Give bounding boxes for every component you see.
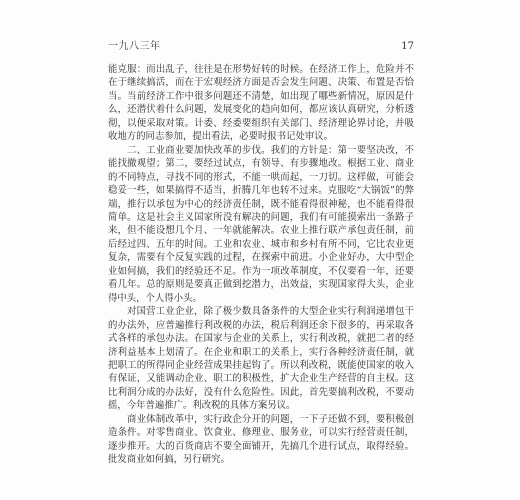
paragraph-2: 二、工业商业要加快改革的步伐。我们的方针是：第一要坚决改，不能找撤观望；第二，要经过试点，有领导、有步骤地改。根据工业、商业的不同特点，寻找不同的形式，不能一哄而起，一刀切。这样做，可能会稳妥一些，如果搞得不适当，折腾几年也转不过来。克服吃“大锅饭”的弊端，推行以承包为中心的经济责任制，既不能看得很神秘，也不能看得很简单。这是社会主义国家所没有解决的问题，我们有可能摸索出一条路子来，但不能设想几个月、一年就能解决。农业上推行联产承包责任制，前后经过四、五年的时间。工业和农业、城市和乡村有所不同，它比农业更复杂，需要有个反复实践的过程，在探索中前进。小企业好办，大中型企业如何搞，我们的经验还不足。作为一项改革制度，不仅要看一年，还要看几年。总的原则是要真正做到挖潜力，出效益，实现国家得大头，企业得中头，个人得小头。 [108,144,414,304]
running-head [108,40,414,54]
paragraph-3: 对国营工业企业，除了极少数具备条件的大型企业实行利润递增包干的办法外，应普遍推行利改税的办法，税后利润还余下很多的，再采取各式各样的承包办法。在国家与企业的关系上，实行利改税，就把二者的经济利益基本上划清了。在企业和职工的关系上，实行各种经济责任制，就把职工的所得同企业经营成果挂起钩了。所以利改税，既能使国家的收入有保证，又能调动企业、职工的积极性，扩大企业生产经营的自主权。这比利润分成的办法好，没有什么危险性。因此，首先要搞利改税，不要动摇，今年普遍推广。利改税的具体方案另议。 [108,306,414,412]
body-text [108,63,414,467]
page-number: 17 [401,41,414,52]
paragraph-1: 能克服：而出乱子，往往是在形势好转的时候。在经济工作上，危险并不在于继续搞活，而在于宏观经济方面是否会发生问题、决策、布置是否恰当。当前经济工作中很多问题还不清楚，如出现了哪些新情况，原因是什么，还潜伏着什么问题，发展变化的趋向如何，都应该认真研究，分析透彻，以便采取对策。计委、经委要组织有关部门、经济理论界讨论，并吸收地方的同志参加，提出看法，必要时报书记处审议。 [108,64,414,143]
running-head-title: 一九八三年 [108,41,161,52]
paragraph-4: 商业体制改革中，实行政企分开的问题，一下子还做不到，要积极创造条件。对零售商业、饮食业、修理业、服务业，可以实行经营责任制，逐步推开。大的百货商店不要全面铺开，先搞几个进行试点，取得经验。批发商业如何搞，另行研究。 [108,413,414,466]
